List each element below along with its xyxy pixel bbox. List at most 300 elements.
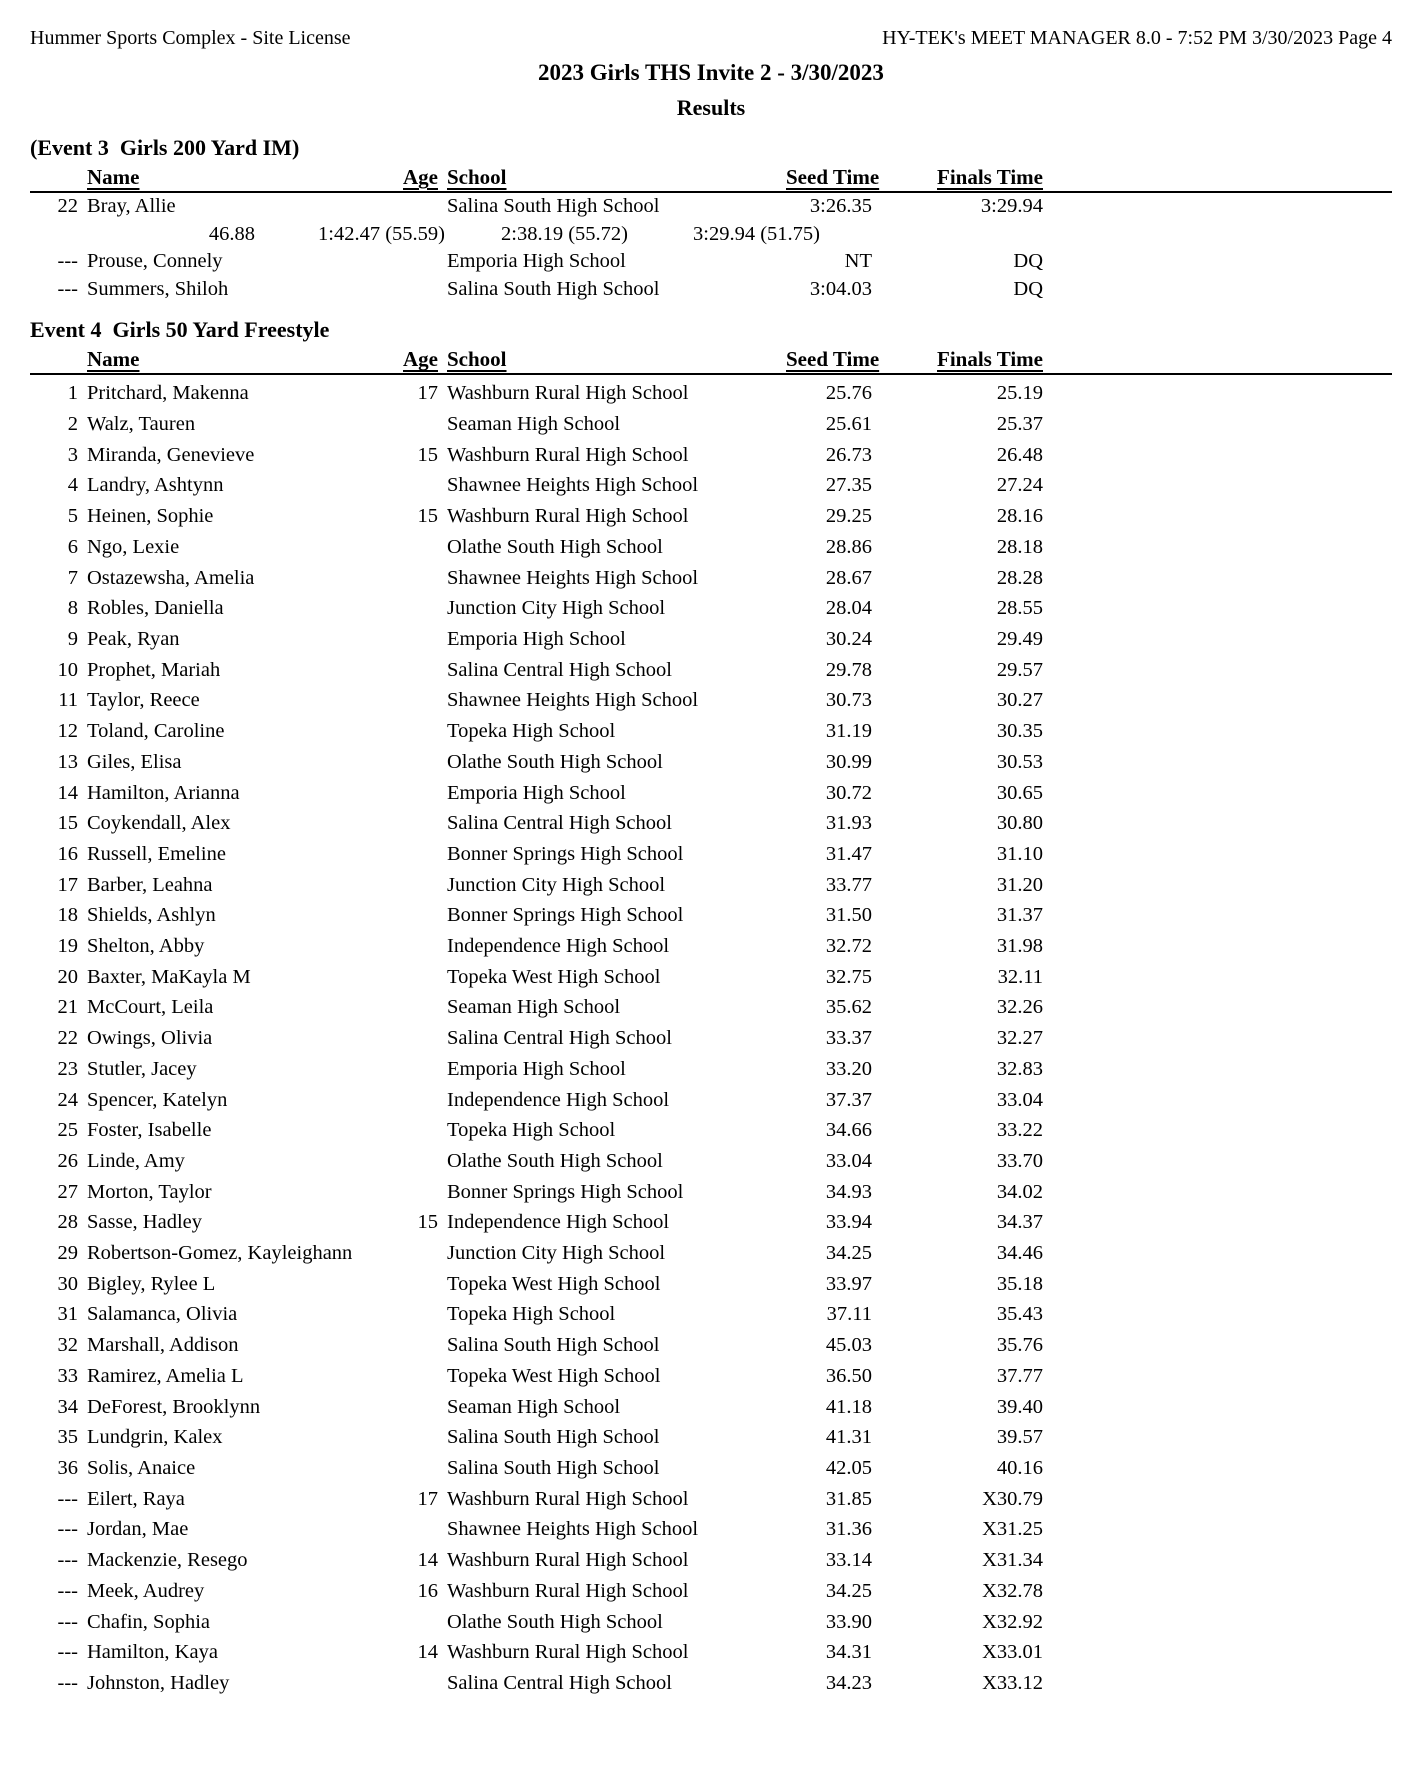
swimmer-name-cell: Landry, Ashtynn [87,474,224,497]
age-cell: 15 [417,505,438,528]
column-header-seed: Seed Time [786,165,880,189]
swimmer-name-cell: Summers, Shiloh [87,277,229,300]
result-row [30,992,1392,1023]
swimmer-name-cell: Robertson-Gomez, Kayleighann [87,1242,353,1265]
finals-time-cell: 33.04 [996,1088,1043,1111]
place-cell: 6 [67,535,78,558]
result-row [30,839,1392,870]
swimmer-name-cell: Shields, Ashlyn [87,904,216,927]
result-row [30,1514,1392,1545]
school-cell: Seaman High School [447,413,621,436]
page-top-bar [30,26,1392,50]
finals-time-cell: X31.25 [982,1518,1043,1541]
school-cell: Emporia High School [447,250,626,273]
place-cell: 17 [57,873,78,896]
school-cell: Olathe South High School [447,535,663,558]
finals-time-cell: 34.37 [996,1211,1043,1234]
finals-time-cell: 25.37 [996,413,1043,436]
split-cell: 1:42.47 (55.59) [318,222,445,245]
swimmer-name-cell: Stutler, Jacey [87,1057,197,1080]
result-row [30,470,1392,501]
seed-time-cell: 3:26.35 [809,195,872,217]
event-section [30,135,1392,303]
result-row [30,1115,1392,1146]
place-cell: --- [57,1641,78,1664]
meet-title: 2023 Girls THS Invite 2 - 3/30/2023 [538,60,884,85]
place-cell: 36 [57,1456,78,1479]
school-cell: Shawnee Heights High School [447,689,699,712]
swimmer-name-cell: Solis, Anaice [87,1456,196,1479]
finals-time-cell: X32.78 [982,1579,1043,1602]
seed-time-cell: 34.25 [825,1579,872,1602]
place-cell: --- [57,1610,78,1633]
seed-time-cell: 31.36 [825,1518,872,1541]
place-cell: 32 [57,1334,78,1357]
seed-time-cell: 35.62 [825,996,872,1019]
place-cell: 15 [57,812,78,835]
swimmer-name-cell: Ramirez, Amelia L [87,1364,244,1387]
seed-time-cell: 33.97 [825,1272,872,1295]
place-cell: --- [57,1579,78,1602]
seed-time-cell: 28.04 [825,597,872,620]
column-header-age: Age [403,165,438,189]
event-section [30,317,1392,1698]
place-cell: 21 [57,996,78,1019]
finals-time-cell: 30.27 [996,689,1043,712]
swimmer-name-cell: Peak, Ryan [87,628,180,650]
swimmer-name-cell: McCourt, Leila [87,996,214,1019]
seed-time-cell: 28.86 [825,535,872,558]
event-title: (Event 3 Girls 200 Yard IM) [30,135,300,160]
place-cell: 25 [57,1119,78,1142]
swimmer-name-cell: Johnston, Hadley [87,1671,230,1694]
school-cell: Emporia High School [447,1057,626,1080]
result-row [30,624,1392,655]
result-row [30,1637,1392,1668]
swimmer-name-cell: Giles, Elisa [87,750,182,773]
seed-time-cell: 41.18 [825,1395,872,1418]
age-cell: 15 [417,443,438,466]
finals-time-cell: 33.22 [996,1119,1043,1142]
school-cell: Washburn Rural High School [447,505,689,528]
result-row [30,1361,1392,1392]
school-cell: Bonner Springs High School [447,1180,684,1203]
school-cell: Washburn Rural High School [447,1549,689,1572]
result-row [30,1299,1392,1330]
finals-time-cell: 30.35 [996,720,1043,743]
place-cell: 26 [57,1149,78,1172]
column-header-school: School [447,347,507,372]
split-cell: 2:38.19 (55.72) [501,222,628,245]
school-cell: Topeka High School [447,720,616,743]
school-cell: Salina South High School [447,1456,660,1479]
school-cell: Independence High School [447,1088,670,1111]
result-row [30,716,1392,747]
seed-time-cell: 30.72 [825,781,872,804]
finals-time-cell: X33.12 [982,1671,1043,1694]
result-row [30,1453,1392,1484]
school-cell: Salina Central High School [447,1027,672,1050]
seed-time-cell: 30.73 [825,689,872,712]
age-cell: 17 [417,382,438,405]
finals-time-cell: 30.53 [996,750,1043,773]
results-heading: Results [676,95,746,120]
school-cell: Washburn Rural High School [447,1579,689,1602]
swimmer-name-cell: Robles, Daniella [87,597,224,620]
seed-time-cell: 33.90 [825,1610,872,1633]
swimmer-name-cell: Meek, Audrey [87,1579,205,1602]
seed-time-cell: 30.99 [825,750,872,773]
seed-time-cell: 31.85 [825,1487,872,1510]
result-row [30,563,1392,594]
finals-time-cell: 32.83 [996,1057,1043,1080]
place-cell: 2 [67,413,78,436]
school-cell: Salina Central High School [447,658,672,681]
place-cell: 4 [67,474,78,497]
result-row [30,1484,1392,1515]
place-cell: 12 [57,720,78,743]
column-header-seed: Seed Time [786,347,880,372]
result-row [30,870,1392,901]
result-row [30,1330,1392,1361]
splits-rest-spacer [820,221,1392,249]
place-cell: 3 [67,443,78,466]
seed-time-cell: 33.37 [825,1027,872,1050]
swimmer-name-cell: Prouse, Connely [87,250,223,273]
swimmer-name-cell: Shelton, Abby [87,935,205,958]
events-container [30,135,1392,1699]
split-cell: 46.88 [208,222,255,245]
column-header-name: Name [87,347,140,372]
place-cell: 34 [57,1395,78,1418]
result-row [30,1668,1392,1699]
result-row [30,1023,1392,1054]
finals-time-cell: 25.19 [996,382,1043,405]
seed-time-cell: 32.72 [825,935,872,958]
result-row [30,1054,1392,1085]
school-cell: Shawnee Heights High School [447,474,699,497]
swimmer-name-cell: Ngo, Lexie [87,535,180,558]
seed-time-cell: 36.50 [825,1364,872,1387]
school-cell: Seaman High School [447,1395,621,1418]
swimmer-name-cell: Coykendall, Alex [87,812,231,835]
finals-time-cell: 30.80 [996,812,1043,835]
school-cell: Washburn Rural High School [447,382,689,405]
place-cell: 28 [57,1211,78,1234]
finals-time-cell: 31.98 [996,935,1043,958]
school-cell: Topeka West High School [447,965,661,988]
seed-time-cell: 34.25 [825,1242,872,1265]
place-cell: 19 [57,935,78,958]
swimmer-name-cell: Miranda, Genevieve [87,443,255,466]
school-cell: Seaman High School [447,996,621,1019]
finals-time-cell: 32.11 [997,965,1043,988]
seed-time-cell: 34.93 [825,1180,872,1203]
result-row [30,1177,1392,1208]
finals-time-cell: 31.10 [996,842,1043,865]
swimmer-name-cell: Foster, Isabelle [87,1119,212,1142]
result-row [30,685,1392,716]
seed-time-cell: 31.93 [825,812,872,835]
finals-time-cell: X30.79 [982,1487,1043,1510]
swimmer-name-cell: Taylor, Reece [87,689,200,712]
result-row [30,1207,1392,1238]
school-cell: Salina South High School [447,195,660,217]
place-cell: --- [57,250,78,273]
finals-time-cell: 32.26 [996,996,1043,1019]
seed-time-cell: 34.66 [825,1119,872,1142]
swimmer-name-cell: Prophet, Mariah [87,658,221,681]
finals-time-cell: X31.34 [982,1549,1043,1572]
result-row [30,1576,1392,1607]
place-cell: 27 [57,1180,78,1203]
result-row [30,193,1392,221]
finals-time-cell: 3:29.94 [980,195,1043,217]
finals-time-cell: 35.76 [996,1334,1043,1357]
result-row [30,962,1392,993]
finals-time-cell: 31.20 [996,873,1043,896]
finals-time-cell: 34.46 [996,1242,1043,1265]
place-cell: 24 [57,1088,78,1111]
school-cell: Shawnee Heights High School [447,1518,699,1541]
event-title: Event 4 Girls 50 Yard Freestyle [30,317,330,343]
seed-time-cell: 29.78 [825,658,872,681]
age-cell: 15 [417,1211,438,1234]
age-cell: 16 [417,1579,438,1602]
seed-time-cell: 32.75 [825,965,872,988]
swimmer-name-cell: Hamilton, Kaya [87,1641,218,1664]
swimmer-name-cell: Russell, Emeline [87,842,226,865]
column-header-row [30,346,1392,375]
finals-time-cell: 39.57 [996,1426,1043,1449]
result-row [30,1269,1392,1300]
result-row [30,1422,1392,1453]
result-row [30,409,1392,440]
seed-time-cell: 42.05 [825,1456,872,1479]
place-cell: --- [57,1518,78,1541]
place-cell: 20 [57,965,78,988]
school-cell: Olathe South High School [447,750,663,773]
school-cell: Junction City High School [447,873,666,896]
place-cell: 11 [58,689,78,712]
finals-time-cell: 28.16 [996,505,1043,528]
place-cell: 14 [57,781,78,804]
result-row [30,900,1392,931]
swimmer-name-cell: Bigley, Rylee L [87,1272,216,1295]
school-cell: Bonner Springs High School [447,904,684,927]
swimmer-name-cell: DeForest, Brooklynn [87,1395,261,1418]
swimmer-name-cell: Toland, Caroline [87,720,225,743]
place-cell: 22 [57,195,78,217]
finals-time-cell: 35.18 [996,1272,1043,1295]
school-cell: Topeka West High School [447,1272,661,1295]
result-row [30,1545,1392,1576]
swimmer-name-cell: Spencer, Katelyn [87,1088,228,1111]
place-cell: 23 [57,1057,78,1080]
swimmer-name-cell: Hamilton, Arianna [87,781,240,804]
finals-time-cell: X33.01 [982,1641,1043,1664]
seed-time-cell: 34.31 [825,1641,872,1664]
school-cell: Salina South High School [447,1426,660,1449]
school-cell: Salina South High School [447,1334,660,1357]
swimmer-name-cell: Marshall, Addison [87,1334,239,1357]
place-cell: 29 [57,1242,78,1265]
column-header-row [30,164,1392,193]
seed-time-cell: 37.37 [825,1088,872,1111]
place-cell: 35 [57,1426,78,1449]
result-row [30,931,1392,962]
school-cell: Junction City High School [447,597,666,620]
swimmer-name-cell: Sasse, Hadley [87,1211,203,1234]
place-cell: 33 [57,1364,78,1387]
place-cell: 8 [67,597,78,620]
column-header-school: School [447,165,507,189]
school-cell: Independence High School [447,935,670,958]
swimmer-name-cell: Ostazewsha, Amelia [87,566,255,589]
place-cell: --- [57,1549,78,1572]
place-cell: 30 [57,1272,78,1295]
finals-time-cell: 40.16 [996,1456,1043,1479]
finals-time-cell: 34.02 [996,1180,1043,1203]
school-cell: Salina Central High School [447,812,672,835]
seed-time-cell: 29.25 [825,505,872,528]
school-cell: Washburn Rural High School [447,1641,689,1664]
school-cell: Shawnee Heights High School [447,566,699,589]
age-cell: 17 [417,1487,438,1510]
seed-time-cell: 25.76 [825,382,872,405]
place-cell: 18 [57,904,78,927]
swimmer-name-cell: Heinen, Sophie [87,505,214,528]
school-cell: Topeka High School [447,1119,616,1142]
seed-time-cell: 31.50 [825,904,872,927]
seed-time-cell: 26.73 [825,443,872,466]
swimmer-name-cell: Pritchard, Makenna [87,382,249,405]
seed-time-cell: 31.47 [825,842,872,865]
place-cell: 5 [67,505,78,528]
place-cell: 10 [57,658,78,681]
finals-time-cell: 32.27 [996,1027,1043,1050]
program-info-text: HY-TEK's MEET MANAGER 8.0 - 7:52 PM 3/30/2023 Page 4 [882,27,1392,49]
swimmer-name-cell: Mackenzie, Resego [87,1549,248,1572]
finals-time-cell: X32.92 [982,1610,1043,1633]
result-row [30,1238,1392,1269]
column-header-finals: Finals Time [937,347,1043,372]
school-cell: Independence High School [447,1211,670,1234]
result-row [30,593,1392,624]
place-cell: 13 [57,750,78,773]
seed-time-cell: 27.35 [825,474,872,497]
swimmer-name-cell: Barber, Leahna [87,873,213,896]
seed-time-cell: 33.14 [825,1549,872,1572]
seed-time-cell: 45.03 [825,1334,872,1357]
swimmer-name-cell: Morton, Taylor [87,1180,212,1203]
finals-time-cell: 30.65 [996,781,1043,804]
event-rows [30,193,1392,303]
swimmer-name-cell: Linde, Amy [87,1149,185,1172]
school-cell: Salina Central High School [447,1671,672,1694]
finals-time-cell: 35.43 [996,1303,1043,1326]
seed-time-cell: 34.23 [825,1671,872,1694]
finals-time-cell: 28.18 [996,535,1043,558]
finals-time-cell: 31.37 [996,904,1043,927]
event-rows [30,375,1392,1698]
swimmer-name-cell: Salamanca, Olivia [87,1303,238,1326]
school-cell: Washburn Rural High School [447,1487,689,1510]
swimmer-name-cell: Walz, Tauren [87,413,196,436]
seed-time-cell: 33.94 [825,1211,872,1234]
place-cell: --- [57,1487,78,1510]
swimmer-name-cell: Jordan, Mae [87,1518,189,1541]
result-row [30,248,1392,276]
school-cell: Emporia High School [447,781,626,804]
finals-time-cell: 29.57 [996,658,1043,681]
place-cell: 1 [67,382,78,405]
place-cell: 9 [67,628,78,650]
result-row [30,1146,1392,1177]
finals-time-cell: 28.55 [996,597,1043,620]
seed-time-cell: 33.04 [825,1149,872,1172]
result-row [30,747,1392,778]
place-cell: 22 [57,1027,78,1050]
school-cell: Washburn Rural High School [447,443,689,466]
column-header-name: Name [87,165,140,189]
finals-time-cell: 37.77 [996,1364,1043,1387]
result-row [30,1085,1392,1116]
age-cell: 14 [417,1549,438,1572]
finals-time-cell: 28.28 [996,566,1043,589]
seed-time-cell: 3:04.03 [809,277,872,300]
result-row [30,1607,1392,1638]
result-row [30,440,1392,471]
finals-time-cell: DQ [1013,250,1043,273]
result-row [30,1392,1392,1423]
result-row [30,378,1392,409]
swimmer-name-cell: Baxter, MaKayla M [87,965,251,988]
seed-time-cell: 30.24 [825,628,872,650]
result-row [30,808,1392,839]
finals-time-cell: 29.49 [996,628,1043,650]
school-cell: Salina South High School [447,277,660,300]
seed-time-cell: 37.11 [826,1303,872,1326]
school-cell: Olathe South High School [447,1610,663,1633]
swimmer-name-cell: Bray, Allie [87,195,176,217]
swimmer-name-cell: Eilert, Raya [87,1487,185,1510]
school-cell: Emporia High School [447,628,626,650]
swimmer-name-cell: Lundgrin, Kalex [87,1426,223,1449]
seed-time-cell: 33.20 [825,1057,872,1080]
place-cell: 7 [67,566,78,589]
split-cell: 3:29.94 (51.75) [693,222,820,245]
swimmer-name-cell: Chafin, Sophia [87,1610,210,1633]
place-cell: --- [57,277,78,300]
finals-time-cell: DQ [1013,277,1043,300]
seed-time-cell: 41.31 [825,1426,872,1449]
school-cell: Topeka High School [447,1303,616,1326]
seed-time-cell: 28.67 [825,566,872,589]
finals-time-cell: 27.24 [996,474,1043,497]
result-row [30,501,1392,532]
column-header-finals: Finals Time [937,165,1043,189]
seed-time-cell: 33.77 [825,873,872,896]
place-cell: --- [57,1671,78,1694]
school-cell: Topeka West High School [447,1364,661,1387]
result-row [30,532,1392,563]
school-cell: Junction City High School [447,1242,666,1265]
result-row [30,655,1392,686]
finals-time-cell: 33.70 [996,1149,1043,1172]
splits-row [30,221,1392,249]
seed-time-cell: 25.61 [825,413,872,436]
